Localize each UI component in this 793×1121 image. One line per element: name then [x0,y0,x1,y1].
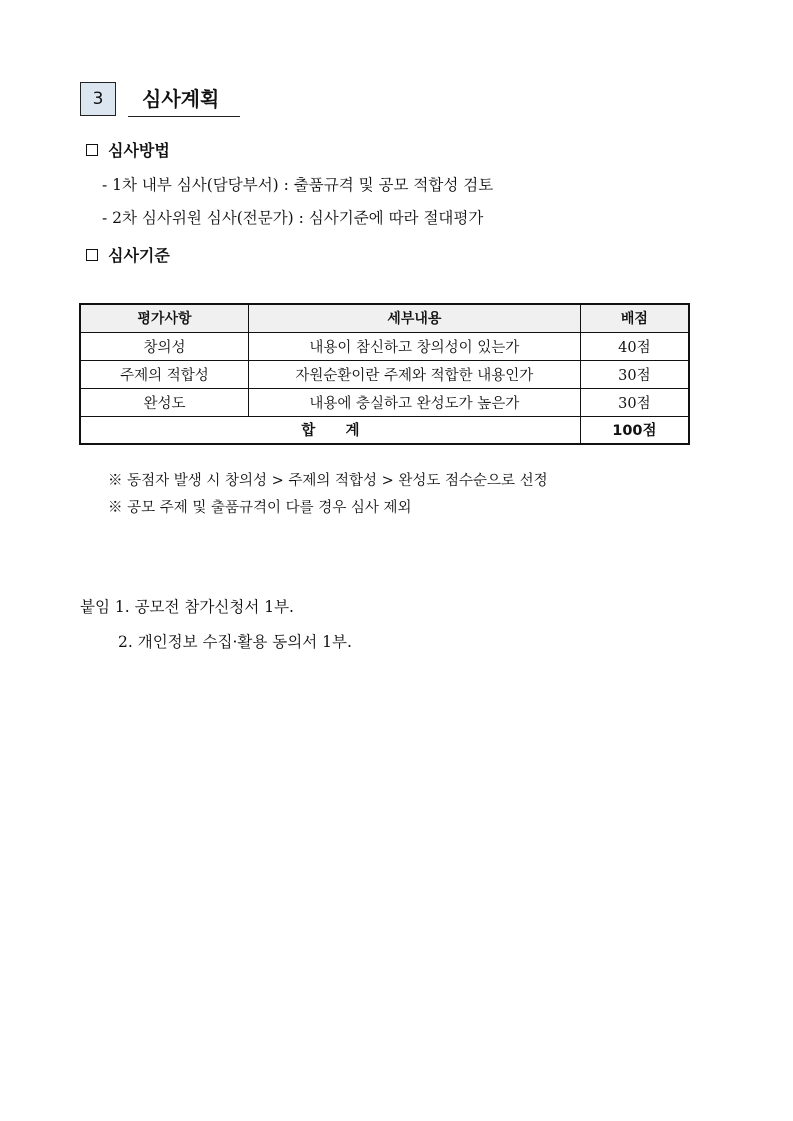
attachment-line-1: 붙임 1. 공모전 참가신청서 1부. [80,598,294,616]
note-2: ※ 공모 주제 및 출품규격이 다를 경우 심사 제외 [108,500,412,516]
total-label: 합 계 [80,416,580,444]
column-header: 배점 [580,304,689,332]
section-number: 3 [80,82,116,116]
section-title: 심사계획 [128,82,240,117]
criteria-heading-row [86,243,170,266]
column-header: 세부내용 [248,304,580,332]
method-item-2: - 2차 심사위원 심사(전문가) : 심사기준에 따라 절대평가 [102,209,484,227]
table-total-row [80,416,689,444]
table-row [80,360,689,388]
method-heading-row [86,138,170,161]
table-row [80,332,689,360]
table-cell: 30점 [580,388,689,416]
table-cell: 내용이 참신하고 창의성이 있는가 [248,332,580,360]
table-cell: 자원순환이란 주제와 적합한 내용인가 [248,360,580,388]
table-cell: 30점 [580,360,689,388]
attachment-line-2: 2. 개인정보 수집·활용 동의서 1부. [118,633,352,651]
total-value: 100점 [580,416,689,444]
criteria-table [79,303,690,445]
criteria-heading: 심사기준 [108,246,170,265]
table-cell: 40점 [580,332,689,360]
table-header-row [80,304,689,332]
table-cell: 완성도 [80,388,248,416]
checkbox-square-icon [86,249,98,261]
table-row [80,388,689,416]
table-cell: 주제의 적합성 [80,360,248,388]
method-heading: 심사방법 [108,141,170,160]
table-cell: 내용에 충실하고 완성도가 높은가 [248,388,580,416]
method-item-1: - 1차 내부 심사(담당부서) : 출품규격 및 공모 적합성 검토 [102,176,494,194]
checkbox-square-icon [86,144,98,156]
table-cell: 창의성 [80,332,248,360]
note-1: ※ 동점자 발생 시 창의성 > 주제의 적합성 > 완성도 점수순으로 선정 [108,473,548,489]
column-header: 평가사항 [80,304,248,332]
